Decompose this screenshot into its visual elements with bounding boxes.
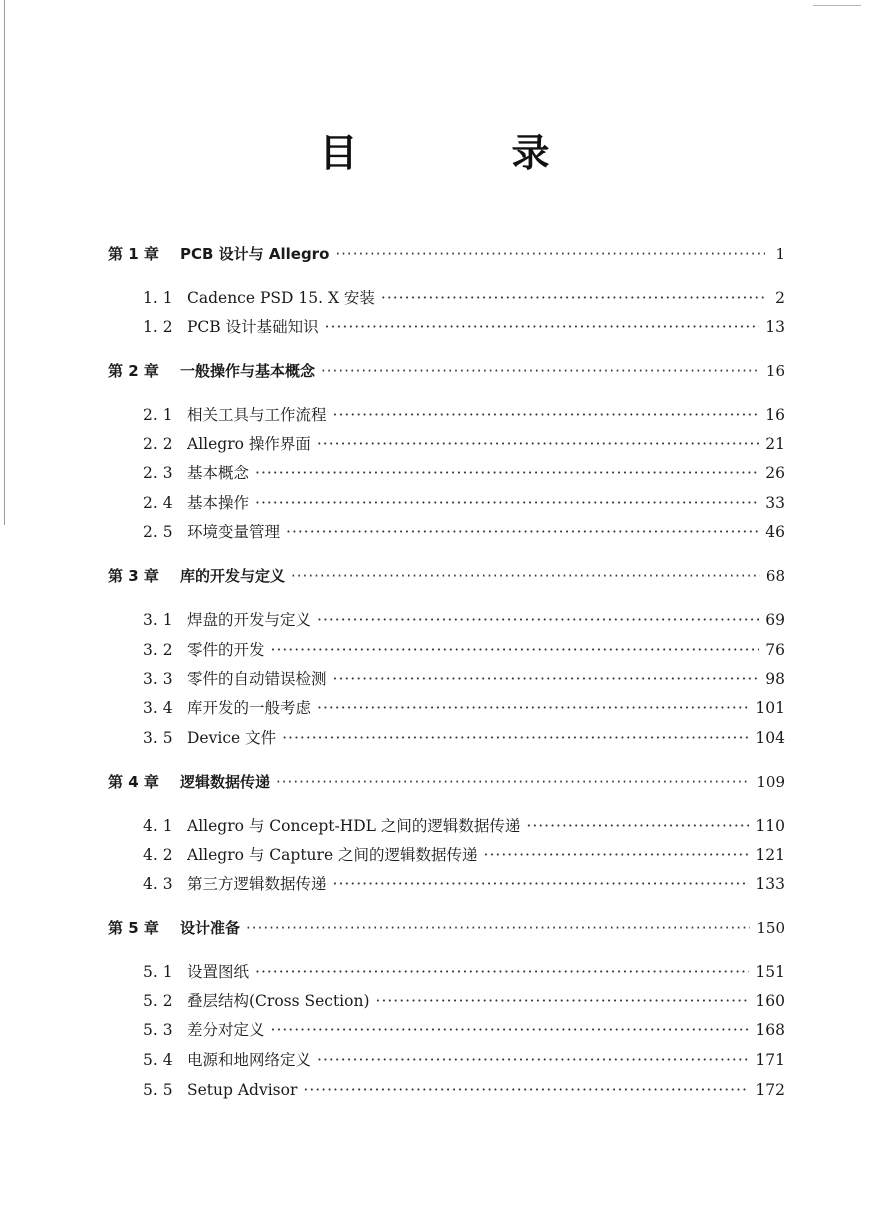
section-title: Allegro 与 Concept-HDL 之间的逻辑数据传递 xyxy=(187,817,521,835)
leader-dots xyxy=(526,815,749,837)
leader-dots xyxy=(321,360,760,382)
toc-section-2-5[interactable] xyxy=(143,521,785,543)
section-title: 差分对定义 xyxy=(187,1021,265,1039)
toc-section-3-3[interactable] xyxy=(143,668,785,690)
page-number: 76 xyxy=(765,641,785,659)
section-title: 基本概念 xyxy=(187,464,250,482)
leader-dots xyxy=(317,433,759,455)
toc-section-5-5[interactable] xyxy=(143,1079,785,1101)
chapter-title: 一般操作与基本概念 xyxy=(180,362,316,380)
section-number: 5. 3 xyxy=(143,1021,173,1039)
toc-section-5-1[interactable] xyxy=(143,961,785,983)
leader-dots xyxy=(255,492,759,514)
chapter-title: PCB 设计与 Allegro xyxy=(180,245,330,263)
section-number: 3. 4 xyxy=(143,699,173,717)
leader-dots xyxy=(381,287,765,309)
leader-dots xyxy=(333,404,760,426)
chapter-title: 逻辑数据传递 xyxy=(180,773,271,791)
section-number: 3. 3 xyxy=(143,670,173,688)
chapter-number: 第 4 章 xyxy=(108,773,159,791)
section-number: 2. 1 xyxy=(143,406,173,424)
toc-chapter-5[interactable] xyxy=(108,917,785,939)
page-number: 26 xyxy=(765,464,785,482)
page-number: 33 xyxy=(765,494,785,512)
toc-section-4-1[interactable] xyxy=(143,815,785,837)
toc-section-1-2[interactable] xyxy=(143,316,785,338)
leader-dots xyxy=(317,609,759,631)
scan-mark xyxy=(813,5,861,6)
page-number: 68 xyxy=(765,567,785,585)
section-title: 焊盘的开发与定义 xyxy=(187,611,312,629)
chapter-title: 设计准备 xyxy=(180,919,241,937)
chapter-number: 第 2 章 xyxy=(108,362,159,380)
leader-dots xyxy=(271,1019,750,1041)
page-number: 21 xyxy=(765,435,785,453)
section-title: Allegro 与 Capture 之间的逻辑数据传递 xyxy=(187,846,478,864)
section-title: 设置图纸 xyxy=(187,963,250,981)
toc-chapter-1[interactable] xyxy=(108,243,785,265)
leader-dots xyxy=(255,961,749,983)
toc-section-2-1[interactable] xyxy=(143,404,785,426)
toc-section-1-1[interactable] xyxy=(143,287,785,309)
toc-section-4-3[interactable] xyxy=(143,873,785,895)
leader-dots xyxy=(282,727,749,749)
section-number: 2. 4 xyxy=(143,494,173,512)
section-title: 相关工具与工作流程 xyxy=(187,406,327,424)
page-number: 172 xyxy=(755,1081,785,1099)
section-title: 电源和地网络定义 xyxy=(187,1051,312,1069)
section-title: Cadence PSD 15. X 安装 xyxy=(187,289,375,307)
page-number: 1 xyxy=(775,245,785,263)
toc-section-2-2[interactable] xyxy=(143,433,785,455)
toc-section-4-2[interactable] xyxy=(143,844,785,866)
page-number: 109 xyxy=(756,773,785,791)
section-number: 3. 2 xyxy=(143,641,173,659)
page-number: 98 xyxy=(765,670,785,688)
toc-section-3-2[interactable] xyxy=(143,639,785,661)
section-number: 2. 5 xyxy=(143,523,173,541)
section-title: 第三方逻辑数据传递 xyxy=(187,875,327,893)
leader-dots xyxy=(271,639,760,661)
toc-section-3-4[interactable] xyxy=(143,697,785,719)
leader-dots xyxy=(317,1049,749,1071)
page-number: 171 xyxy=(755,1051,785,1069)
section-number: 5. 1 xyxy=(143,963,173,981)
section-title: 环境变量管理 xyxy=(187,523,281,541)
page-number: 16 xyxy=(765,406,785,424)
section-number: 1. 1 xyxy=(143,289,173,307)
section-number: 5. 5 xyxy=(143,1081,173,1099)
toc-chapter-3[interactable] xyxy=(108,565,785,587)
leader-dots xyxy=(376,990,750,1012)
section-title: Setup Advisor xyxy=(187,1081,298,1099)
leader-dots xyxy=(303,1079,749,1101)
leader-dots xyxy=(255,462,759,484)
leader-dots xyxy=(484,844,750,866)
section-number: 4. 2 xyxy=(143,846,173,864)
page-number: 150 xyxy=(756,919,785,937)
leader-dots xyxy=(286,521,759,543)
page-number: 2 xyxy=(775,289,785,307)
leader-dots xyxy=(333,668,760,690)
page-number: 121 xyxy=(755,846,785,864)
leader-dots xyxy=(291,565,760,587)
section-number: 3. 1 xyxy=(143,611,173,629)
section-number: 5. 2 xyxy=(143,992,173,1010)
toc-section-5-4[interactable] xyxy=(143,1049,785,1071)
section-number: 2. 2 xyxy=(143,435,173,453)
section-number: 3. 5 xyxy=(143,729,173,747)
leader-dots xyxy=(325,316,760,338)
leader-dots xyxy=(335,243,765,265)
section-title: 零件的开发 xyxy=(187,641,265,659)
page-number: 168 xyxy=(755,1021,785,1039)
section-title: Allegro 操作界面 xyxy=(187,435,311,453)
toc-section-3-5[interactable] xyxy=(143,727,785,749)
page-number: 133 xyxy=(755,875,785,893)
section-title: 基本操作 xyxy=(187,494,250,512)
chapter-number: 第 1 章 xyxy=(108,245,159,263)
page-number: 104 xyxy=(755,729,785,747)
page-number: 160 xyxy=(755,992,785,1010)
chapter-number: 第 5 章 xyxy=(108,919,159,937)
toc-chapter-2[interactable] xyxy=(108,360,785,382)
section-number: 5. 4 xyxy=(143,1051,173,1069)
leader-dots xyxy=(317,697,749,719)
toc-section-5-2[interactable] xyxy=(143,990,785,1012)
section-number: 1. 2 xyxy=(143,318,173,336)
page-number: 151 xyxy=(755,963,785,981)
toc-section-3-1[interactable] xyxy=(143,609,785,631)
leader-dots xyxy=(246,917,750,939)
toc-section-5-3[interactable] xyxy=(143,1019,785,1041)
section-number: 4. 3 xyxy=(143,875,173,893)
leader-dots xyxy=(333,873,750,895)
page-number: 110 xyxy=(755,817,785,835)
leader-dots xyxy=(276,771,750,793)
page-title: 目 录 xyxy=(319,131,608,175)
section-title: 零件的自动错误检测 xyxy=(187,670,327,688)
section-number: 4. 1 xyxy=(143,817,173,835)
page-number: 16 xyxy=(765,362,785,380)
chapter-number: 第 3 章 xyxy=(108,567,159,585)
section-title: 库开发的一般考虑 xyxy=(187,699,312,717)
section-title: 叠层结构(Cross Section) xyxy=(187,992,370,1010)
section-number: 2. 3 xyxy=(143,464,173,482)
chapter-title: 库的开发与定义 xyxy=(180,567,286,585)
page-number: 69 xyxy=(765,611,785,629)
toc-section-2-4[interactable] xyxy=(143,492,785,514)
toc-section-2-3[interactable] xyxy=(143,462,785,484)
page-number: 101 xyxy=(755,699,785,717)
page-number: 46 xyxy=(765,523,785,541)
toc-chapter-4[interactable] xyxy=(108,771,785,793)
section-title: Device 文件 xyxy=(187,729,277,747)
section-title: PCB 设计基础知识 xyxy=(187,318,319,336)
scan-edge-line xyxy=(4,0,5,525)
page-number: 13 xyxy=(765,318,785,336)
